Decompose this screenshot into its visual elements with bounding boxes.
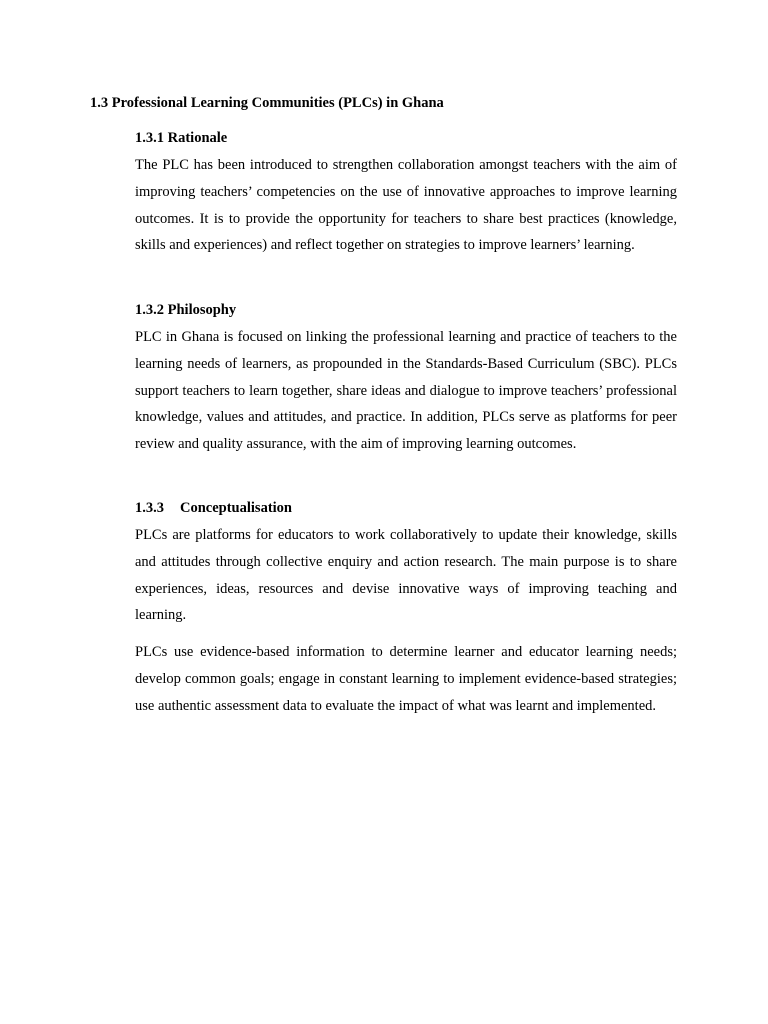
subsection-title: Conceptualisation: [180, 500, 292, 516]
subsection-title: Rationale: [167, 130, 228, 146]
subsection-number: 1.3.2: [135, 302, 164, 318]
paragraph: PLCs are platforms for educators to work collaboratively to update their knowledge, skills and attitudes through collective enquiry and action research. The main purpose is to share experiences, ideas, resources and devise innovative ways of improving teaching and learning.: [135, 527, 677, 624]
subsection-philosophy: [135, 301, 677, 458]
paragraph: The PLC has been introduced to strengthen collaboration amongst teachers with the aim of improving teachers’ competencies on the use of innovative approaches to improve learning outcomes. It is to provide the opportunity for teachers to share best practices (knowledge, skills and experiences) and reflect together on strategies to improve learners’ learning.: [135, 157, 677, 254]
subsection-number: 1.3.1: [135, 130, 164, 146]
paragraph: PLCs use evidence-based information to determine learner and educator learning needs; develop common goals; engage in constant learning to implement evidence-based strategies; use authentic assessment data to evaluate the impact of what was learnt and implemented.: [135, 644, 677, 714]
subsection-heading: [135, 499, 677, 517]
subsection-conceptualisation: [135, 499, 677, 720]
subsection-rationale: [135, 129, 677, 259]
subsection-heading: [135, 129, 677, 147]
subsection-heading: [135, 301, 677, 319]
paragraph: PLC in Ghana is focused on linking the professional learning and practice of teachers to the learning needs of learners, as propounded in the Standards-Based Curriculum (SBC). PLCs support teachers to learn together, share ideas and dialogue to improve teachers’ professional knowledge, values and attitudes, and practice. In addition, PLCs serve as platforms for peer review and quality assurance, with the aim of improving learning outcomes.: [135, 329, 677, 453]
subsection-number: 1.3.3: [135, 500, 164, 516]
section-heading: 1.3 Professional Learning Communities (PLCs) in Ghana: [90, 95, 444, 111]
subsection-title: Philosophy: [167, 302, 237, 318]
